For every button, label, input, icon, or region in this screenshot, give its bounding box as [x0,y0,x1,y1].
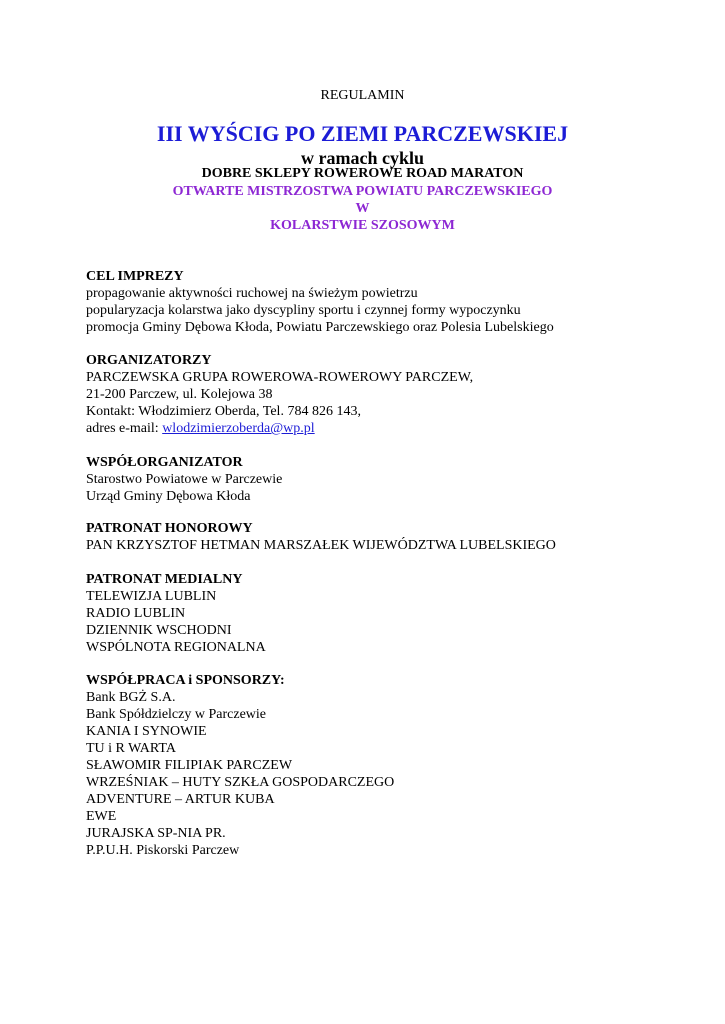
section-line: propagowanie aktywności ruchowej na świeżym powietrzu [86,286,418,301]
section-organizatorzy [86,352,706,437]
email-prefix: adres e-mail: [86,421,163,436]
section-line: Kontakt: Włodzimierz Oberda, Tel. 784 826 143, [86,404,361,419]
championship-line: KOLARSTWIE SZOSOWYM [270,218,455,233]
cycle-name: DOBRE SKLEPY ROWEROWE ROAD MARATON [201,166,524,181]
section-line: Urząd Gminy Dębowa Kłoda [86,489,251,504]
document-subtitle: w ramach cyklu [301,148,424,168]
sponsor-line: SŁAWOMIR FILIPIAK PARCZEW [86,758,293,773]
sponsor-line: TU i R WARTA [86,741,176,756]
sponsor-line: Bank BGŻ S.A. [86,690,176,705]
sponsor-line: P.P.U.H. Piskorski Parczew [86,843,240,858]
championship-line: W [355,201,370,216]
sponsor-line: JURAJSKA SP-NIA PR. [86,826,226,841]
section-heading: CEL IMPREZY [86,269,184,284]
sponsor-line: KANIA I SYNOWIE [86,724,207,739]
section-line: PAN KRZYSZTOF HETMAN MARSZAŁEK WIJEWÓDZTWA LUBELSKIEGO [86,538,556,553]
email-line [86,420,706,437]
sponsor-line: EWE [86,809,117,824]
section-line: TELEWIZJA LUBLIN [86,589,217,604]
section-line: WSPÓLNOTA REGIONALNA [86,640,266,655]
section-line: RADIO LUBLIN [86,606,186,621]
section-heading: WSPÓŁORGANIZATOR [86,455,243,470]
section-line: 21-200 Parczew, ul. Kolejowa 38 [86,387,273,402]
section-heading: WSPÓŁPRACA i SPONSORZY: [86,673,285,688]
section-line: popularyzacja kolarstwa jako dyscypliny sportu i czynnej formy wypoczynku [86,303,521,318]
section-patronat-honorowy [86,520,706,554]
section-heading: ORGANIZATORZY [86,353,212,368]
championship-line: OTWARTE MISTRZOSTWA POWIATU PARCZEWSKIEGO [172,184,553,199]
section-heading: PATRONAT HONOROWY [86,521,253,536]
section-patronat-medialny [86,571,706,656]
section-line: promocja Gminy Dębowa Kłoda, Powiatu Parczewskiego oraz Polesia Lubelskiego [86,320,554,335]
section-sponsorzy [86,672,706,859]
section-cel-imprezy [86,268,706,336]
sponsor-line: WRZEŚNIAK – HUTY SZKŁA GOSPODARCZEGO [86,775,395,790]
document-label: REGULAMIN [320,88,405,103]
email-link[interactable]: wlodzimierzoberda@wp.pl [162,421,315,436]
section-line: PARCZEWSKA GRUPA ROWEROWA-ROWEROWY PARCZEW, [86,370,474,385]
section-line: DZIENNIK WSCHODNI [86,623,232,638]
section-line: Starostwo Powiatowe w Parczewie [86,472,283,487]
sponsor-line: Bank Spółdzielczy w Parczewie [86,707,266,722]
section-wspolorganizator [86,454,706,505]
section-heading: PATRONAT MEDIALNY [86,572,243,587]
document-title: III WYŚCIG PO ZIEMI PARCZEWSKIEJ [156,121,569,146]
sponsor-line: ADVENTURE – ARTUR KUBA [86,792,275,807]
